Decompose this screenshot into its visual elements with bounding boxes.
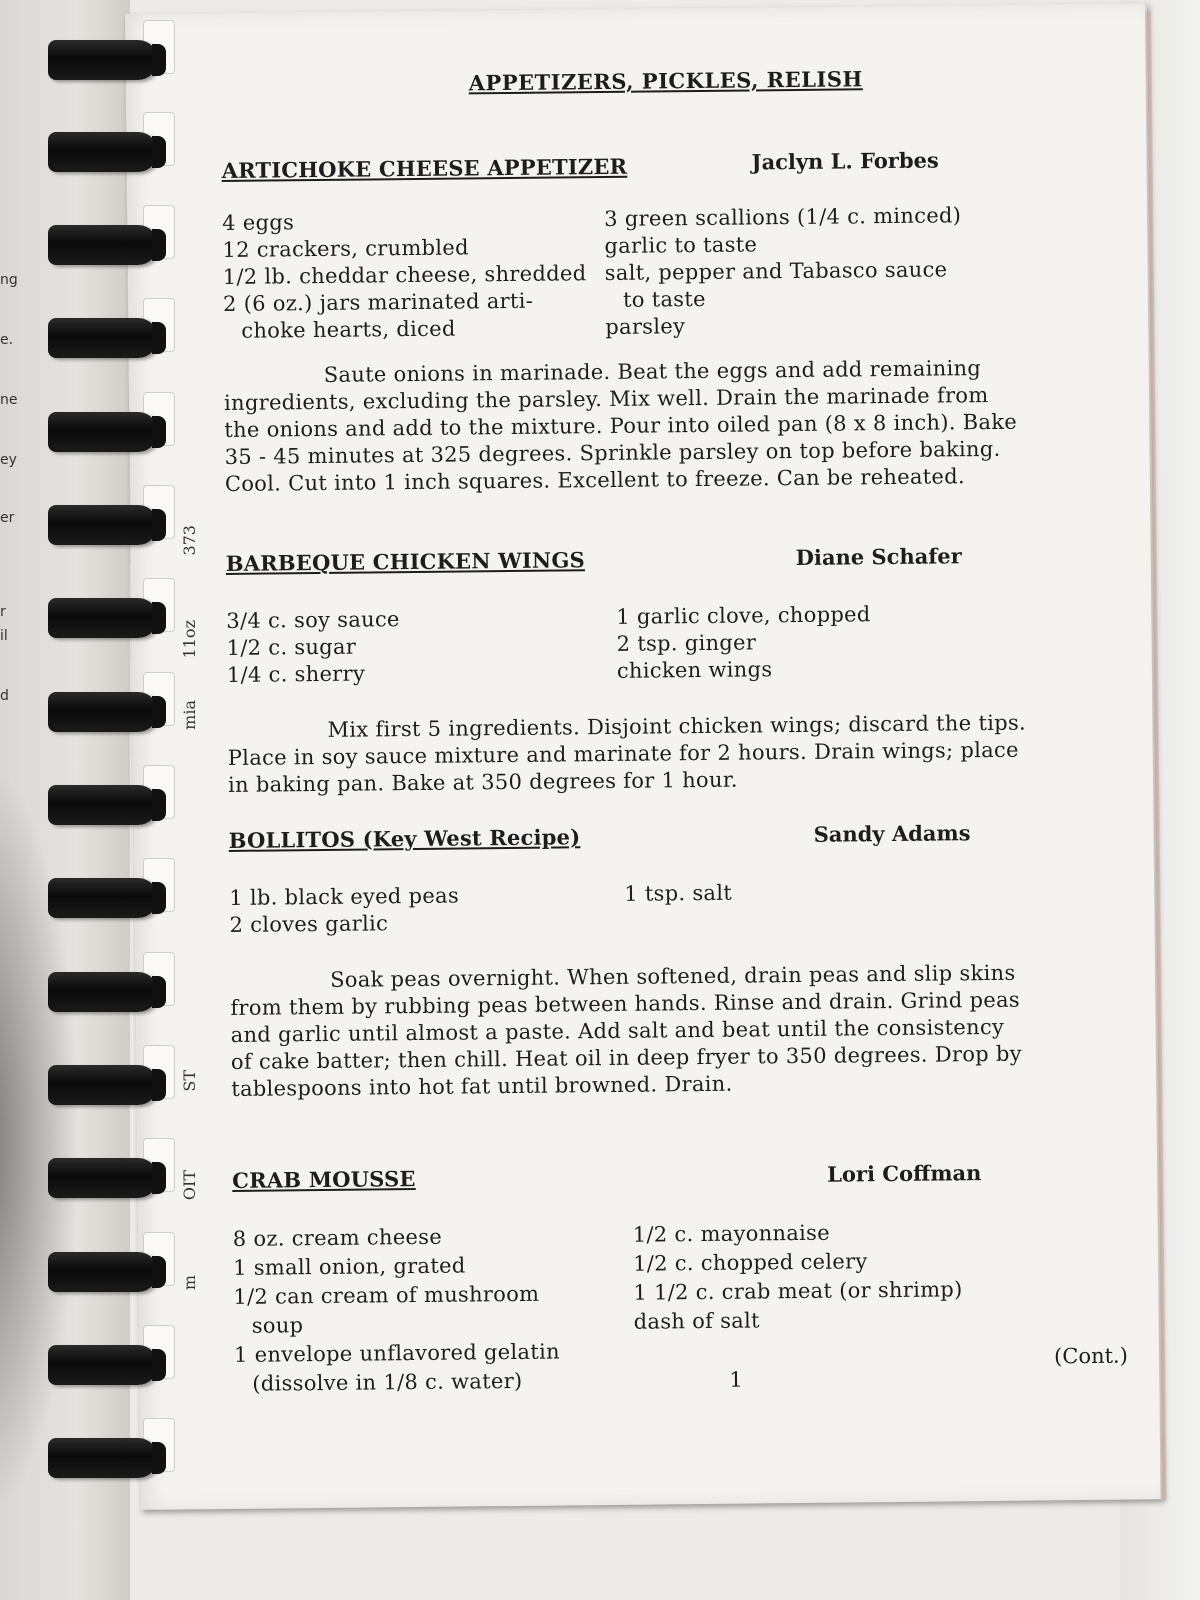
prev-page-fragment: er — [0, 510, 15, 526]
ingredient: 1 tsp. salt — [624, 880, 733, 906]
ingredient: 12 crackers, crumbled — [222, 235, 469, 262]
ingredient: 1/2 c. chopped celery — [632, 1249, 868, 1276]
ingredient: (dissolve in 1/8 c. water) — [252, 1368, 523, 1396]
ingredient: 2 tsp. ginger — [616, 630, 757, 656]
continued-label: (Cont.) — [1053, 1343, 1128, 1369]
ingredient: 1/4 c. sherry — [226, 661, 366, 687]
ingredients-right — [616, 601, 871, 685]
ingredients-left — [229, 883, 459, 939]
ingredient: 3 green scallions (1/4 c. minced) — [604, 203, 962, 231]
cookbook-page — [125, 3, 1163, 1510]
ingredient: parsley — [605, 314, 686, 339]
ingredient: 1 small onion, grated — [233, 1253, 466, 1280]
binding-coil — [48, 1438, 158, 1478]
binding-coil — [48, 598, 158, 638]
recipe-directions: Mix first 5 ingredients. Disjoint chicken wings; discard the tips. Place in soy sauce mixture and marinate for 2 hours. Drain wings; place in baking pan. Bake at 350 degrees for 1 hour. — [227, 710, 1027, 797]
binding-coil — [48, 505, 158, 545]
ingredient: chicken wings — [616, 657, 773, 683]
spiral-binding — [48, 20, 198, 1520]
binding-coil — [48, 972, 158, 1012]
recipe-title: BOLLITOS (Key West Recipe) — [228, 824, 581, 853]
ingredient: garlic to taste — [604, 232, 758, 258]
recipe-author: Sandy Adams — [813, 820, 971, 847]
ingredients-right — [604, 202, 962, 341]
recipe-author: Diane Schafer — [795, 543, 962, 571]
ingredient: 1/2 c. sugar — [226, 634, 357, 660]
binding-coil — [48, 1345, 158, 1385]
prev-page-fragment: ng — [0, 272, 18, 288]
ingredient: dash of salt — [633, 1308, 760, 1334]
ingredients-right — [624, 880, 732, 908]
spine-label: OIT — [180, 1170, 199, 1201]
recipe-author: Lori Coffman — [827, 1160, 982, 1187]
binding-coil — [48, 1252, 158, 1292]
ingredient: 1 1/2 c. crab meat (or shrimp) — [633, 1277, 963, 1305]
ingredient: salt, pepper and Tabasco sauce — [604, 257, 948, 285]
recipe-author: Jaclyn L. Forbes — [751, 147, 939, 175]
spine-label: m — [180, 1275, 199, 1291]
spine-label: mia — [180, 700, 199, 730]
ingredient: 1 lb. black eyed peas — [229, 883, 460, 910]
ingredient: 2 cloves garlic — [229, 911, 389, 937]
prev-page-fragment: il — [0, 628, 8, 644]
binding-coil — [48, 40, 158, 80]
recipe-title: BARBEQUE CHICKEN WINGS — [225, 547, 586, 576]
recipe-directions: Soak peas overnight. When softened, drain peas and slip skins from them by rubbing peas between hands. Rinse and drain. Grind peas and garlic until almost a paste. Add salt and beat until the consistency of cake batter; then chill. Heat oil in deep fryer to 350 degrees. Drop by tablespoons into hot fat until browned. Drain. — [230, 960, 1022, 1101]
recipe-directions: Saute onions in marinade. Beat the eggs and add remaining ingredients, excluding the parsley. Mix well. Drain the marinade from the onions and add to the mixture. Pour into oiled pan (8 x 8 inch). Bake 35 - 45 minutes at 325 degrees. Sprinkle parsley on top before baking. Cool. Cut into 1 inch squares. Excellent to freeze. Can be reheated. — [223, 356, 1018, 496]
ingredients-left — [233, 1222, 561, 1399]
prev-page-fragment: d — [0, 688, 9, 704]
ingredient: 1/2 lb. cheddar cheese, shredded — [222, 261, 587, 289]
binding-coil — [48, 225, 158, 265]
page-content — [220, 4, 1126, 1509]
ingredient: to taste — [622, 286, 706, 312]
binding-coil — [48, 1158, 158, 1198]
prev-page-fragment: r — [0, 604, 6, 620]
binding-coil — [48, 412, 158, 452]
ingredients-left — [222, 206, 587, 345]
binding-coil — [48, 692, 158, 732]
binding-coil — [48, 132, 158, 172]
spine-label: ST — [180, 1070, 199, 1092]
ingredient: soup — [251, 1313, 304, 1338]
recipe-title: ARTICHOKE CHEESE APPETIZER — [221, 153, 628, 183]
ingredient: 1 garlic clove, chopped — [616, 602, 871, 629]
section-title: APPETIZERS, PICKLES, RELISH — [468, 66, 863, 96]
recipe-title: CRAB MOUSSE — [232, 1166, 416, 1193]
ingredient: 4 eggs — [222, 210, 295, 235]
binding-coil — [48, 1065, 158, 1105]
prev-page-fragment: ey — [0, 452, 17, 468]
binding-coil — [48, 318, 158, 358]
ingredient: 1 envelope unflavored gelatin — [233, 1339, 560, 1367]
ingredients-right — [633, 1217, 963, 1336]
spine-label: 11oz — [180, 620, 199, 659]
spine-label: 373 — [180, 525, 199, 556]
prev-page-fragment: ne — [0, 392, 18, 408]
ingredient: 2 (6 oz.) jars marinated arti- — [222, 288, 534, 316]
ingredients-left — [226, 606, 400, 689]
ingredient: 8 oz. cream cheese — [232, 1224, 443, 1251]
ingredient: 1/2 can cream of mushroom — [233, 1281, 540, 1309]
binding-coil — [48, 785, 158, 825]
binding-coil — [48, 878, 158, 918]
ingredient: choke hearts, diced — [241, 316, 456, 343]
ingredient: 1/2 c. mayonnaise — [632, 1220, 831, 1247]
page-number: 1 — [729, 1367, 743, 1392]
ingredient: 3/4 c. soy sauce — [226, 607, 400, 633]
prev-page-fragment: e. — [0, 332, 14, 348]
